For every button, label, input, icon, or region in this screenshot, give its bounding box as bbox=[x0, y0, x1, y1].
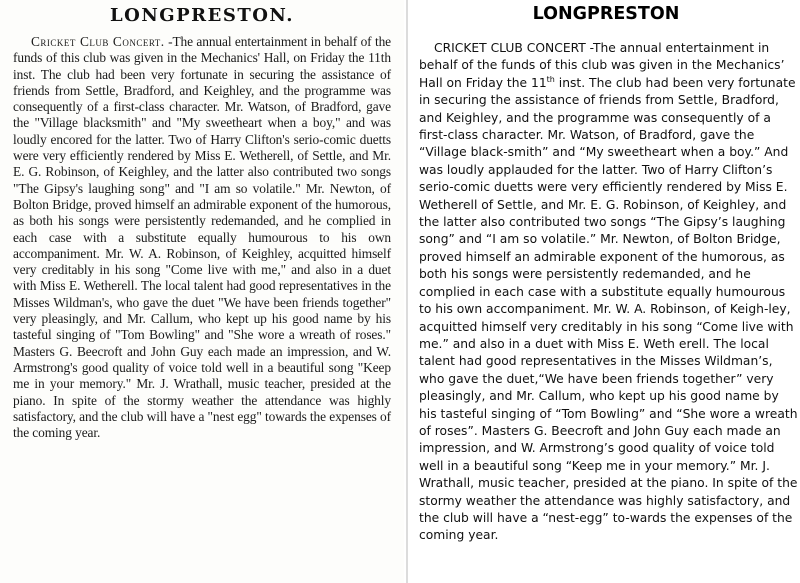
original-clipping-title: LONGPRESTON. bbox=[109, 5, 295, 26]
original-clipping-body bbox=[13, 34, 391, 441]
original-clipping-lead: Cricket Club Concert. bbox=[31, 34, 165, 49]
transcription-body bbox=[419, 40, 799, 545]
transcription-title: LONGPRESTON bbox=[532, 4, 680, 24]
transcription-text-part1: CRICKET CLUB CONCERT -The annual entertainment in behalf of the funds of this club was given in the Mechanics’ Hall on Friday the 11 bbox=[419, 41, 785, 90]
column-divider bbox=[406, 0, 408, 583]
transcription-column bbox=[412, 0, 800, 583]
transcription-ordinal-suffix: th bbox=[546, 74, 555, 84]
original-clipping-text: -The annual entertainment in behalf of the funds of this club was given in the Mechanics' Hall, on Friday the 11th inst. The club had been very fortunate in securing the assistance of friends from Settle, Bradford, and Keighley, and the programme was consequently of a first-class character. Mr. Watson, of Bradford, gave the "Village blacksmith" and "My sweetheart when a boy," and was loudly encored for the latter. Two of Harry Clifton's serio-comic duetts were very efficiently rendered by Miss E. Wetherell, of Settle, and Mr. E. G. Robinson, of Keighley, and the latter also contributed two songs "The Gipsy's laughing song" and "I am so volatile." Mr. Newton, of Bolton Bridge, proved himself an admirable exponent of the humorous, as both his songs were persistently redemanded, and he complied in each case with a substitute equally humourous to his own accompaniment. Mr. W. A. Robinson, of Keighley, acquitted himself very creditably in his song "Come live with me," and also in a duet with Miss E. Wetherell. The local talent had good representatives in the Misses Wildman's, who gave the duet "We have been friends together" very pleasingly, and Mr. Callum, who kept up his good name by his tasteful singing of "Tom Bowling" and "She wore a wreath of roses." Masters G. Beecroft and John Guy each made an impression, and W. Armstrong's good quality of voice told well in a beautiful song "Keep me in your memory." Mr. J. Wrathall, music teacher, presided at the piano. In spite of the stormy weather the attendance was highly satisfactory, and the club will have a "nest egg" towards the expenses of the coming year. bbox=[13, 34, 392, 441]
transcription-text-part2: inst. The club had been very fortunate in securing the assistance of friends from Settle, Bradford, and Keighley, and the programme was consequently of a first-class character. Mr. Watson, of Bradford, gave the “Village black-smith” and “My sweetheart when a boy.” And was loudly applauded for the latter. Two of Harry Clifton’s serio-comic duetts were very efficiently rendered by Miss E. Wetherell of Settle, and Mr. E. G. Robinson, of Keighley, and the latter also contributed two songs “The Gipsy’s laughing song” and “I am so volatile.” Mr. Newton, of Bolton Bridge, proved himself an admirable exponent of the humorous, as both his songs were persistently redemanded, and he complied in each case with a substitute equally humourous to his own accompaniment. Mr. W. A. Robinson, of Keigh-ley, acquitted himself very creditably in his song “Come live with me.” and also in a duet with Miss E. Weth erell. The local talent had good representatives in the Misses Wildman’s, who gave the duet,“We have been friends together” very pleasingly, and Mr. Callum, who kept up his good name by his tasteful singing of “Tom Bowling” and “She wore a wreath of roses”. Masters G. Beecroft and John Guy each made an impression, and W. Armstrong’s good quality of voice told well in a beautiful song “Keep me in your memory.” Mr. J. Wrathall, music teacher, presided at the piano. In spite of the stormy weather the attendance was highly satisfactory, and the club will have a “nest-egg” to-wards the expenses of the coming year. bbox=[419, 75, 798, 543]
